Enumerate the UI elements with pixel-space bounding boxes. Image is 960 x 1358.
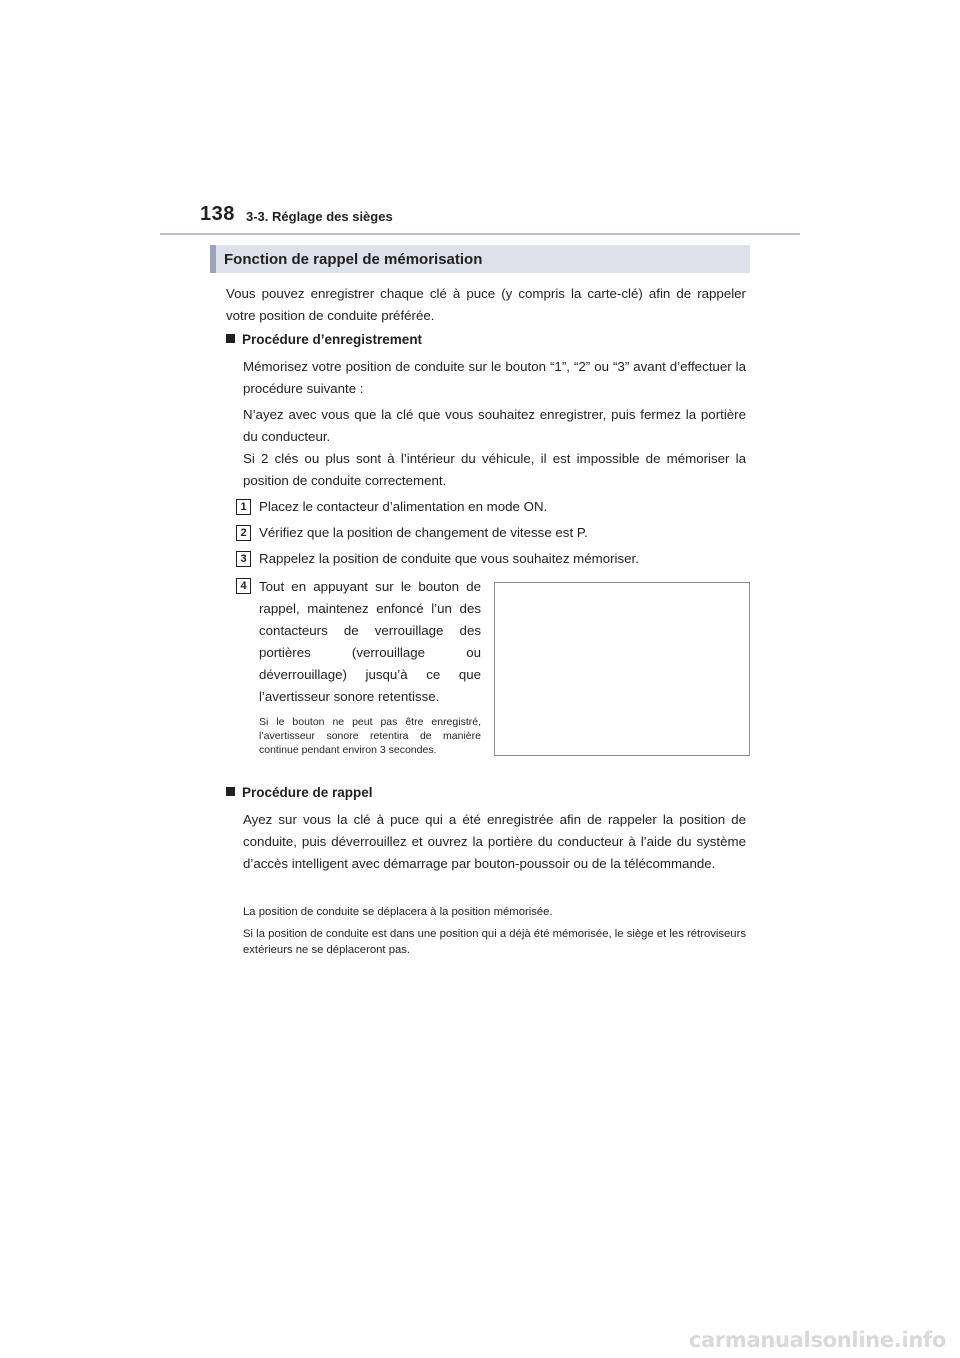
recall-note-2: Si la position de conduite est dans une position qui a déjà été mémorisée, le siège et les rétroviseurs extérieurs ne se déplaceront pas. (243, 928, 747, 956)
section-title-bar (210, 245, 750, 273)
step-2-badge: 2 (236, 525, 251, 541)
registration-heading-text: Procédure d’enregistrement (242, 332, 423, 347)
recall-heading (226, 785, 373, 800)
step-3-badge: 3 (236, 551, 251, 567)
bullet-square-icon (226, 334, 235, 343)
recall-paragraph: Ayez sur vous la clé à puce qui a été enregistrée afin de rappeler la position de conduite, puis déverrouillez et ouvrez la portière du conducteur à l’aide du système d’accès intelligent avec démarrage par bouton-poussoir ou de la télécommande. (243, 812, 746, 871)
registration-paragraph-1: Mémorisez votre position de conduite sur le bouton “1”, “2” ou “3” avant d’effectuer la procédure suivante : (243, 359, 746, 396)
illustration-frame (494, 582, 750, 756)
header-rule (160, 233, 800, 235)
registration-heading (226, 332, 422, 347)
recall-heading-text: Procédure de rappel (242, 785, 373, 800)
registration-paragraph-3: Si 2 clés ou plus sont à l’intérieur du véhicule, il est impossible de mémoriser la position de conduite correctement. (243, 451, 746, 488)
chapter-title: 3-3. Réglage des sièges (246, 209, 393, 224)
intro-paragraph: Vous pouvez enregistrer chaque clé à puce (y compris la carte-clé) afin de rappeler votre position de conduite préférée. (226, 286, 746, 323)
bullet-square-icon (226, 787, 235, 796)
step-4-note: Si le bouton ne peut pas être enregistré, l’avertisseur sonore retentira de manière continue pendant environ 3 secondes. (259, 716, 481, 756)
registration-paragraph-2: N’ayez avec vous que la clé que vous souhaitez enregistrer, puis fermez la portière du conducteur. (243, 407, 746, 444)
step-2-text: Vérifiez que la position de changement de vitesse est P. (259, 525, 588, 540)
watermark: carmanualsonline.info (688, 1328, 946, 1352)
step-4-text: Tout en appuyant sur le bouton de rappel, maintenez enfoncé l’un des contacteurs de verrouillage des portières (verrouillage ou déverrouillage) jusqu’à ce que l’avertisseur sonore retentisse. (259, 579, 481, 704)
step-1-badge: 1 (236, 499, 251, 515)
recall-note-1: La position de conduite se déplacera à la position mémorisée. (243, 906, 553, 918)
step-3-text: Rappelez la position de conduite que vous souhaitez mémoriser. (259, 551, 639, 566)
section-title: Fonction de rappel de mémorisation (224, 251, 483, 268)
page-number: 138 (200, 203, 235, 225)
step-4-badge: 4 (236, 578, 251, 594)
step-1-text: Placez le contacteur d’alimentation en mode ON. (259, 499, 548, 514)
